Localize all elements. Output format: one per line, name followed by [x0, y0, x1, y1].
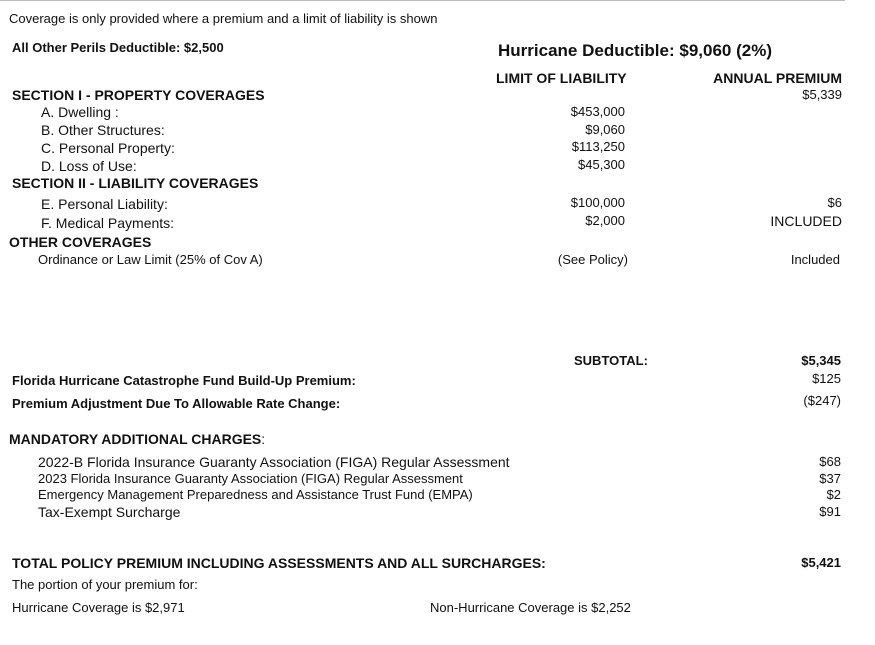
empa-label: Emergency Management Preparedness and Assistance Trust Fund (EMPA) [38, 487, 473, 502]
other-structures-label: B. Other Structures: [41, 122, 165, 138]
ordinance-law-label: Ordinance or Law Limit (25% of Cov A) [38, 252, 263, 267]
fhcf-label: Florida Hurricane Catastrophe Fund Build-Up Premium: [12, 373, 356, 388]
annual-premium-header: ANNUAL PREMIUM [713, 70, 842, 86]
hurricane-coverage: Hurricane Coverage is $2,971 [12, 600, 185, 615]
fhcf-value: $125 [812, 371, 841, 386]
loss-of-use-limit: $45,300 [578, 157, 625, 172]
total-premium-label: TOTAL POLICY PREMIUM INCLUDING ASSESSMENTS AND ALL SURCHARGES: [12, 555, 546, 571]
mandatory-title-text: MANDATORY ADDITIONAL CHARGES [9, 431, 262, 447]
adjustment-value: ($247) [803, 393, 841, 408]
personal-property-limit: $113,250 [571, 139, 625, 154]
subtotal-value: $5,345 [801, 353, 841, 368]
subtotal-label: SUBTOTAL: [574, 353, 648, 368]
figa-2023-label: 2023 Florida Insurance Guaranty Association (FIGA) Regular Assessment [38, 471, 463, 486]
dwelling-label: A. Dwelling : [41, 104, 119, 120]
tax-exempt-label: Tax-Exempt Surcharge [38, 504, 181, 520]
ordinance-law-premium: Included [790, 252, 840, 267]
personal-liability-premium: $6 [827, 195, 842, 210]
medical-payments-premium: INCLUDED [770, 213, 842, 229]
figa-2022b-label: 2022-B Florida Insurance Guaranty Association (FIGA) Regular Assessment [38, 454, 510, 470]
adjustment-label: Premium Adjustment Due To Allowable Rate Change: [12, 396, 341, 411]
section1-premium: $5,339 [802, 87, 842, 102]
aop-deductible: All Other Perils Deductible: $2,500 [12, 40, 224, 55]
personal-property-label: C. Personal Property: [41, 140, 175, 156]
hurricane-deductible: Hurricane Deductible: $9,060 (2%) [498, 41, 772, 60]
limit-of-liability-header: LIMIT OF LIABILITY [496, 70, 627, 86]
other-coverages-title: OTHER COVERAGES [9, 234, 152, 250]
non-hurricane-coverage: Non-Hurricane Coverage is $2,252 [430, 600, 631, 615]
ordinance-law-limit: (See Policy) [557, 252, 628, 267]
other-structures-limit: $9,060 [585, 122, 625, 137]
section2-title: SECTION II - LIABILITY COVERAGES [12, 175, 259, 191]
empa-value: $2 [826, 487, 841, 502]
figa-2023-value: $37 [819, 471, 841, 486]
total-premium-value: $5,421 [801, 555, 841, 570]
figa-2022b-value: $68 [819, 454, 841, 469]
portion-label: The portion of your premium for: [12, 577, 198, 592]
coverage-notice: Coverage is only provided where a premium and a limit of liability is shown [9, 11, 438, 26]
tax-exempt-value: $91 [819, 504, 841, 519]
medical-payments-label: F. Medical Payments: [41, 215, 175, 231]
top-divider [0, 0, 845, 1]
personal-liability-limit: $100,000 [570, 195, 625, 210]
loss-of-use-label: D. Loss of Use: [41, 158, 137, 174]
section1-title: SECTION I - PROPERTY COVERAGES [12, 87, 265, 103]
mandatory-title-colon: : [261, 431, 266, 447]
medical-payments-limit: $2,000 [585, 213, 625, 228]
dwelling-limit: $453,000 [570, 104, 625, 119]
mandatory-title [9, 431, 265, 447]
personal-liability-label: E. Personal Liability: [41, 196, 168, 212]
